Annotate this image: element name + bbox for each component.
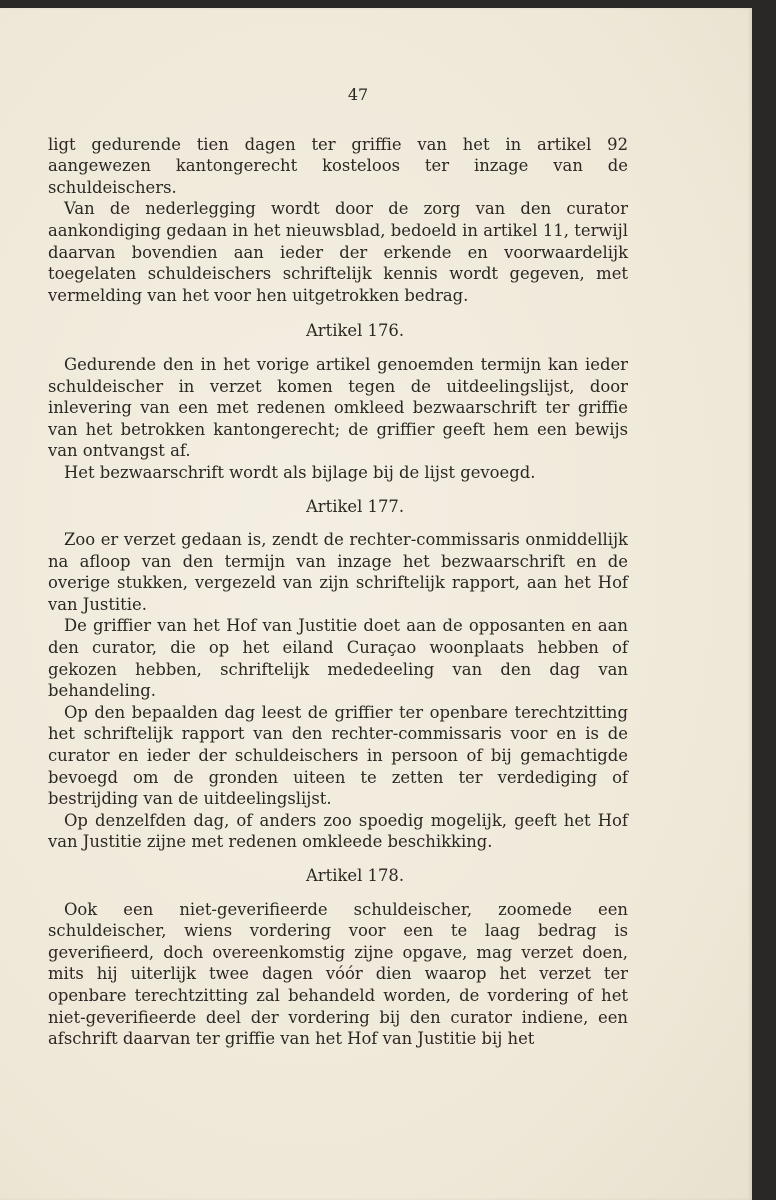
paragraph: Van de nederlegging wordt door de zorg van den curator aankondiging gedaan in het nieuwsblad, bedoeld in artikel 11, terwijl daarvan bovendien aan ieder der erkende en voorwaardelijk toegelaten schuldeischers schriftelijk kennis wordt gegeven, met vermelding van het voor hen uitgetrokken bedrag. [48, 199, 628, 305]
paragraph: De griffier van het Hof van Justitie doet aan de opposanten en aan den curator, die op het eiland Curaçao woonplaats hebben of gekozen hebben, schriftelijk mededeeling van den dag van behandeling. [48, 616, 628, 701]
page-number: 47 [347, 85, 369, 104]
paragraph: Gedurende den in het vorige artikel genoemden termijn kan ieder schuldeischer in verzet komen tegen de uitdeelingslijst, door inlevering van een met redenen omkleed bezwaarschrift ter griffie van het betrokken kantongerecht; de griffier geeft hem een bewijs van ontvangst af. [48, 354, 628, 461]
article-heading-176: Artikel 176. [305, 321, 405, 341]
book-page [0, 8, 752, 1200]
paragraph: Het bezwaarschrift wordt als bijlage bij de lijst gevoegd. [64, 462, 536, 482]
paragraph: Zoo er verzet gedaan is, zendt de rechter-commissaris onmiddellijk na afloop van den termijn van inzage het bezwaarschrift en de overige stukken, vergezeld van zijn schriftelijk rapport, aan het Hof van Justitie. [48, 530, 628, 614]
paragraph-continued: ligt gedurende tien dagen ter griffie van het in artikel 92 aangewezen kantongerecht kosteloos ter inzage van de schuldeischers. [48, 134, 628, 197]
paragraph: Op den bepaalden dag leest de griffier ter openbare terechtzitting het schriftelijk rapport van den rechter-commissaris voor en is de curator en ieder der schuldeischers in persoon of bij gemachtigde bevoegd om de gronden uiteen te zetten ter verdediging of bestrijding van de uitdeelingslijst. [48, 702, 628, 809]
article-heading-178: Artikel 178. [305, 866, 405, 885]
page-text [48, 84, 628, 1050]
paragraph: Op denzelfden dag, of anders zoo spoedig mogelijk, geeft het Hof van Justitie zijne met redenen omkleede beschikking. [48, 810, 628, 852]
article-heading-177: Artikel 177. [305, 496, 405, 516]
paragraph: Ook een niet-geverifieerde schuldeischer, zoomede een schuldeischer, wiens vordering voor een te laag bedrag is geverifieerd, doch overeenkomstig zijne opgave, mag verzet doen, mits hij uiterlijk twee dagen vóór dien waarop het verzet ter openbare terechtzitting zal behandeld worden, de vordering of het niet-geverifieerde deel der vordering bij den curator indiene, een afschrift daarvan ter griffie van het Hof van Justitie bij het [48, 899, 628, 1049]
